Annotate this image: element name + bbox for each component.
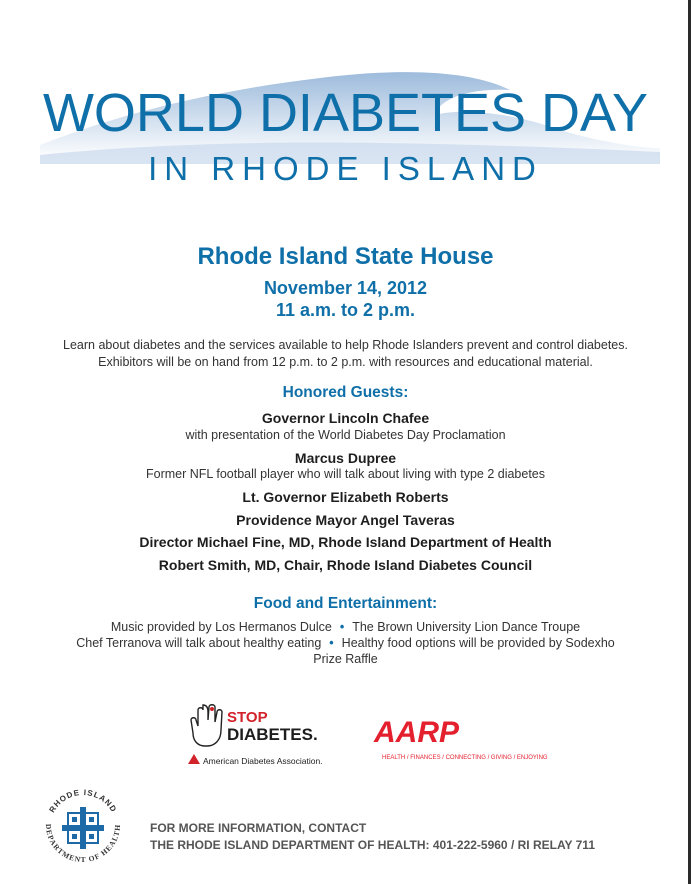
ri-health-seal — [38, 783, 128, 873]
ada-stop-text: STOP — [227, 709, 268, 726]
aarp-text: AARP — [374, 716, 460, 749]
intro-line: Learn about diabetes and the services available to help Rhode Islanders prevent and control diabetes. — [63, 338, 628, 352]
seal-emblem-icon — [62, 807, 104, 849]
ada-logo — [185, 700, 335, 770]
bullet: • — [339, 620, 345, 634]
food-line — [0, 620, 691, 634]
guest-name: Marcus Dupree — [294, 450, 397, 466]
food-item: Healthy food options will be provided by Sodexho — [341, 636, 615, 650]
guest-name: Robert Smith, MD, Chair, Rhode Island Diabetes Council — [158, 557, 533, 573]
venue-heading: Rhode Island State House — [197, 243, 494, 270]
aarp-tagline: HEALTH / FINANCES / CONNECTING / GIVING / ENJOYING — [382, 755, 548, 761]
ada-org-text: American Diabetes Association. — [203, 756, 323, 766]
food-heading: Food and Entertainment: — [253, 595, 438, 612]
guest-name: Providence Mayor Angel Taveras — [236, 512, 455, 528]
intro-line: Exhibitors will be on hand from 12 p.m. to 2 p.m. with resources and educational material. — [98, 355, 593, 369]
event-date: November 14, 2012 — [263, 278, 428, 298]
aarp-logo — [370, 712, 550, 764]
food-item: Music provided by Los Hermanos Dulce — [110, 620, 332, 634]
contact-line: THE RHODE ISLAND DEPARTMENT OF HEALTH: 401-222-5960 / RI RELAY 711 — [150, 838, 595, 852]
ada-diabetes-text: DIABETES. — [227, 725, 318, 744]
food-item: The Brown University Lion Dance Troupe — [352, 620, 581, 634]
contact-info — [150, 820, 595, 854]
food-line — [0, 636, 691, 650]
contact-line: FOR MORE INFORMATION, CONTACT — [150, 821, 367, 835]
hand-icon — [191, 705, 222, 746]
page-title: WORLD DIABETES DAY — [42, 83, 649, 143]
guest-name: Director Michael Fine, MD, Rhode Island Department of Health — [139, 534, 552, 550]
guest-desc: with presentation of the World Diabetes Day Proclamation — [185, 428, 506, 442]
ada-triangle-icon — [188, 754, 200, 764]
food-item: Chef Terranova will talk about healthy eating — [76, 636, 322, 650]
guest-name: Lt. Governor Elizabeth Roberts — [242, 489, 449, 505]
intro-text — [0, 337, 691, 371]
guest-name: Governor Lincoln Chafee — [261, 410, 430, 426]
guest-desc: Former NFL football player who will talk about living with type 2 diabetes — [145, 467, 546, 481]
event-time: 11 a.m. to 2 p.m. — [275, 300, 416, 320]
bullet: • — [329, 636, 334, 650]
seal-top-text: RHODE ISLAND — [47, 787, 119, 815]
guests-heading: Honored Guests: — [282, 384, 409, 401]
seal-bottom-text: DEPARTMENT OF HEALTH — [43, 823, 123, 865]
food-line: Prize Raffle — [313, 652, 378, 666]
page-subtitle: IN RHODE ISLAND — [148, 150, 543, 187]
